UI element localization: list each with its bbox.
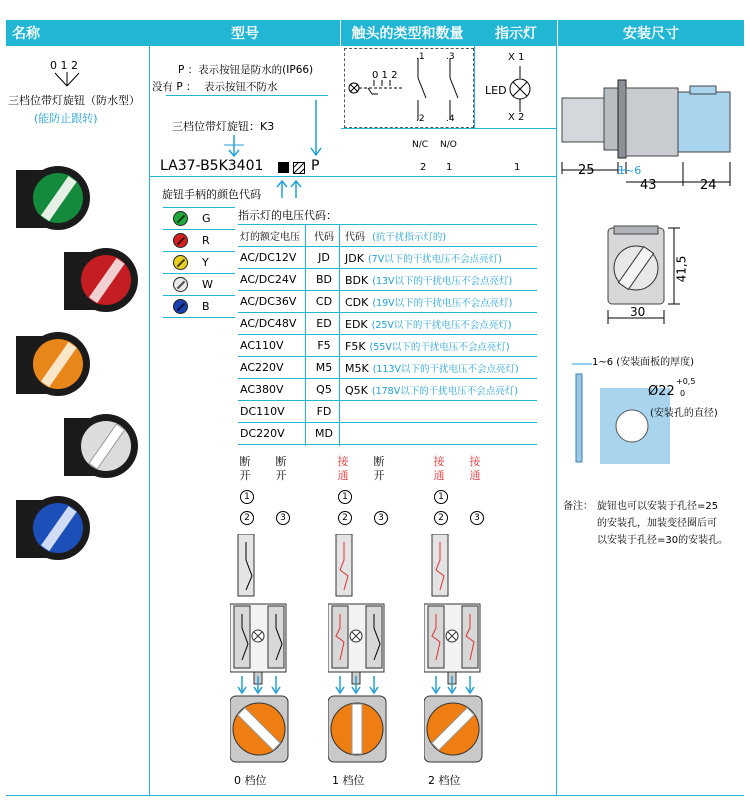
table-row: [238, 335, 537, 357]
terminal-2: 2: [240, 511, 254, 525]
nc-count: 2: [420, 162, 427, 173]
terminal-label: .4: [446, 114, 455, 124]
color-code-row: [163, 230, 235, 252]
header-cell: 灯的额定电压: [240, 232, 300, 243]
color-code-row: [163, 296, 235, 318]
product-subtitle: (能防止跟转): [34, 112, 98, 125]
table-row: [238, 247, 537, 269]
terminal-label: .3: [446, 52, 455, 62]
state-label: 2 档位: [428, 774, 461, 787]
red-knob-photo: [60, 242, 142, 320]
position-indicator-icon: [52, 70, 82, 88]
state-left-text: 断开: [239, 455, 251, 482]
color-code-row: [163, 252, 235, 274]
indicator-x1: X 1: [508, 52, 525, 63]
table-row: [238, 291, 537, 313]
color-swatch-icon: [173, 277, 188, 292]
color-code-label: Y: [202, 256, 209, 269]
terminal-label: .1: [416, 52, 425, 62]
code2-text: EDK: [345, 317, 368, 331]
color-swatch-icon: [173, 255, 188, 270]
green-knob-photo: [12, 160, 94, 238]
state-right-text: 断开: [275, 455, 287, 482]
table-row: [238, 401, 537, 423]
code2-text: Q5K: [345, 383, 368, 397]
header-cell: [342, 228, 537, 243]
terminal-2: 2: [338, 511, 352, 525]
divider: [305, 225, 306, 446]
terminal-3: 3: [374, 511, 388, 525]
code2-text: JDK: [345, 251, 364, 265]
code2-note: (19V以下的干扰电压不会点亮灯): [372, 297, 513, 309]
front-view-drawing: [600, 222, 710, 332]
header-cell-text: 代码: [345, 232, 365, 243]
code2-text: M5K: [345, 361, 369, 375]
color-code-placeholder: [278, 162, 289, 173]
state-right-text: 接通: [469, 455, 481, 482]
color-swatch-icon: [173, 233, 188, 248]
no-label: N/O: [440, 140, 457, 150]
dim-25: 25: [578, 163, 595, 178]
code2-cell: [342, 273, 537, 287]
voltage-code-label: 指示灯的电压代码：: [238, 209, 337, 222]
code2-note: (7V以下的干扰电压不会点亮灯): [367, 253, 502, 265]
voltage-cell: AC380V: [240, 383, 284, 396]
code-cell: JD: [318, 251, 330, 264]
code2-note: (55V以下的干扰电压不会点亮灯): [369, 341, 510, 353]
code2-cell: [342, 251, 537, 265]
position-numbers: 0 1 2: [50, 59, 78, 72]
dim-1-6: 1~6: [618, 164, 642, 177]
code-cell: CD: [315, 295, 333, 308]
contact-block-drawing: [328, 534, 390, 766]
divider: [149, 20, 150, 795]
code2-text: CDK: [345, 295, 369, 309]
header-contacts: 触头的类型和数量: [341, 20, 474, 46]
code2-text: BDK: [345, 273, 369, 287]
nc-label: N/C: [412, 140, 429, 150]
indicator-x2: X 2: [508, 112, 525, 123]
color-swatch-icon: [173, 211, 188, 226]
no-count: 1: [446, 162, 453, 173]
terminal-2: 2: [434, 511, 448, 525]
contact-block-drawing: [230, 534, 292, 766]
handle-color-label: 旋钮手柄的颜色代码: [162, 188, 261, 201]
contact-block-drawing: [424, 534, 486, 766]
arrow-icon: [222, 133, 246, 159]
color-code-label: W: [202, 278, 213, 291]
indicator-led: LED: [485, 84, 507, 97]
state-label: 0 档位: [234, 774, 267, 787]
voltage-table-header: [238, 225, 537, 247]
voltage-cell: AC/DC12V: [240, 251, 297, 264]
table-row: [238, 379, 537, 401]
code2-note: (13V以下的干扰电压不会点亮灯): [372, 275, 513, 287]
voltage-cell: AC/DC24V: [240, 273, 297, 286]
model-nop-prefix: 没有 P ：: [152, 81, 197, 93]
code-cell: F5: [317, 339, 331, 352]
up-arrows-icon: [274, 178, 304, 200]
table-row: [238, 423, 537, 445]
header-cell: 代码: [314, 232, 334, 243]
table-row: [238, 313, 537, 335]
note-line: 的安装孔，加装变径圈后可: [597, 518, 717, 529]
hole-diameter: Ø22: [648, 384, 675, 399]
voltage-cell: AC/DC48V: [240, 317, 297, 330]
color-code-label: B: [202, 300, 210, 313]
dim-41-5: 41,5: [674, 255, 689, 283]
code2-note: (113V以下的干扰电压不会点亮灯): [372, 363, 519, 375]
table-row: [238, 269, 537, 291]
note-line: 以安装于孔径=30的安装孔。: [597, 535, 729, 546]
blue-knob-photo: [12, 490, 94, 568]
white-knob-photo: [60, 408, 142, 486]
divider: [339, 225, 340, 446]
color-code-label: R: [202, 234, 210, 247]
contact-positions: 0 1 2: [372, 70, 398, 81]
dim-30: 30: [630, 305, 646, 319]
divider: [341, 128, 556, 129]
product-title: 三档位带灯旋钮（防水型）: [8, 94, 140, 107]
terminal-3: 3: [276, 511, 290, 525]
code2-cell: [342, 295, 537, 309]
hole-label: (安装孔的直径): [650, 408, 718, 419]
terminal-label: .2: [416, 114, 425, 124]
table-row: [238, 357, 537, 379]
code-cell: ED: [316, 317, 332, 330]
note-prefix: 备注：: [563, 501, 593, 512]
voltage-code-placeholder: [293, 162, 305, 174]
code-cell: Q5: [316, 383, 332, 396]
hole-tol-plus: +0,5: [676, 377, 696, 386]
model-nop-line: 表示按钮不防水: [204, 81, 278, 93]
led-icon: [508, 64, 532, 114]
state-label: 1 档位: [332, 774, 365, 787]
model-code: LA37-B5K3401: [160, 158, 264, 174]
header-model: 型号: [150, 20, 340, 46]
divider: [6, 795, 744, 796]
voltage-cell: AC110V: [240, 339, 284, 352]
header-name: 名称: [6, 20, 149, 46]
voltage-cell: AC220V: [240, 361, 284, 374]
code2-note: (25V以下的干扰电压不会点亮灯): [371, 319, 512, 331]
code2-cell: [342, 405, 537, 418]
header-cell-note: (抗干扰指示灯的): [372, 232, 447, 243]
terminal-1: 1: [434, 490, 448, 504]
state-right-text: 断开: [373, 455, 385, 482]
code2-cell: [342, 383, 537, 397]
color-code-row: [163, 274, 235, 296]
code2-cell: [342, 339, 537, 353]
divider: [474, 20, 475, 128]
state-left-text: 接通: [433, 455, 445, 482]
code-cell: FD: [316, 405, 332, 418]
panel-thickness-label: 1~6 (安装面板的厚度): [592, 357, 695, 368]
header-indicator: 指示灯: [475, 20, 557, 46]
divider: [556, 20, 557, 795]
code-cell: M5: [315, 361, 333, 374]
model-code-suffix: P: [311, 158, 320, 174]
divider: [150, 176, 556, 177]
dim-24: 24: [700, 178, 717, 193]
code2-cell: [342, 317, 537, 331]
code-cell: BD: [315, 273, 333, 286]
terminal-3: 3: [470, 511, 484, 525]
voltage-cell: DC110V: [240, 405, 285, 418]
model-p-line: P ：表示按钮是防水的(IP66): [178, 64, 314, 76]
color-code-row: [163, 208, 235, 230]
color-swatch-icon: [173, 299, 188, 314]
p-arrow-icon: [308, 98, 324, 158]
terminal-1: 1: [338, 490, 352, 504]
voltage-cell: AC/DC36V: [240, 295, 297, 308]
divider: [166, 95, 328, 96]
code2-cell: [342, 427, 537, 440]
color-code-label: G: [202, 212, 211, 225]
hole-tol-zero: 0: [680, 389, 686, 398]
code-cell: MD: [315, 427, 333, 440]
knob-label: 三档位带灯旋钮：K3: [172, 120, 275, 133]
dim-43: 43: [640, 178, 657, 193]
state-left-text: 接通: [337, 455, 349, 482]
note-line: 旋钮也可以安装于孔径=25: [597, 501, 719, 512]
header-mounting: 安装尺寸: [558, 20, 744, 46]
code2-text: F5K: [345, 339, 366, 353]
code2-cell: [342, 361, 537, 375]
terminal-1: 1: [240, 490, 254, 504]
indicator-count: 1: [514, 162, 521, 173]
orange-knob-photo: [12, 326, 94, 404]
voltage-cell: DC220V: [240, 427, 285, 440]
code2-note: (178V以下的干扰电压不会点亮灯): [371, 385, 518, 397]
